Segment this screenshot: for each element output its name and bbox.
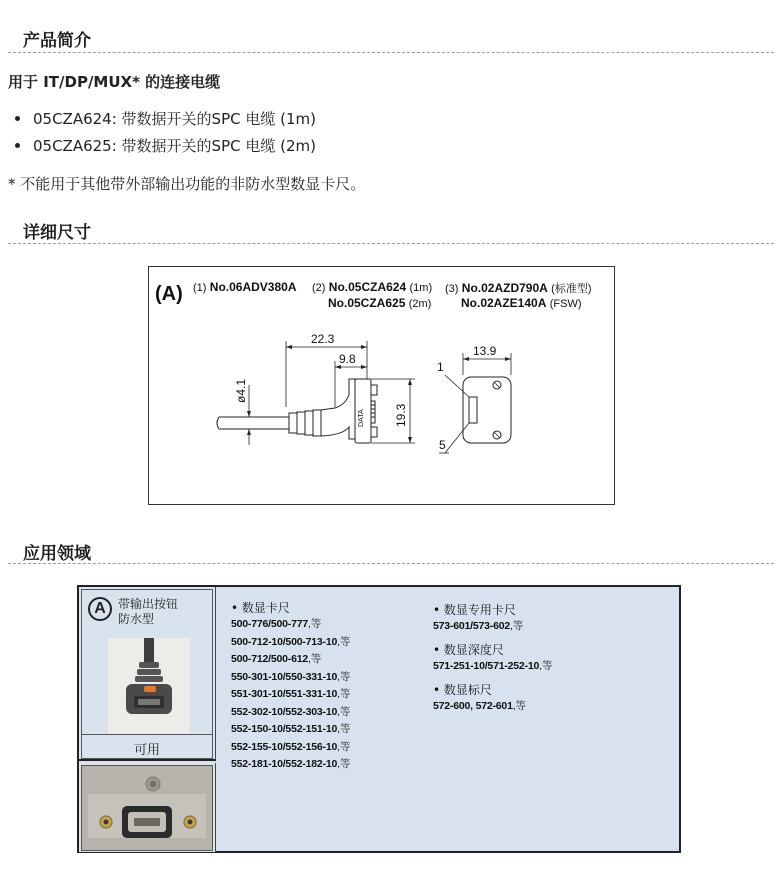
section-title-intro: 产品简介 (23, 31, 91, 51)
part2-number: (2) No.05CZA624 (1m) (312, 280, 433, 294)
strain-ring (297, 412, 305, 434)
part1-number: (1) No.06ADV380A (193, 280, 297, 294)
model-suffix: ,等 (337, 688, 351, 700)
model-number: 552-302-10/552-303-10 (231, 705, 338, 718)
model-number: 552-181-10/552-182-10 (231, 758, 338, 770)
connector-end-view (463, 377, 511, 443)
model-number: 550-301-10/550-331-10 (231, 670, 338, 683)
model-entry (433, 698, 526, 713)
part2a-code: No.05CZA624 (328, 280, 407, 294)
dim-13-9: 13.9 (473, 344, 497, 358)
category-label: • 数显深度尺 (433, 643, 504, 657)
model-number: 552-155-10/552-156-10 (231, 740, 338, 753)
model-entry (231, 651, 321, 666)
model-suffix: ,等 (337, 758, 351, 770)
model-suffix: ,等 (539, 660, 553, 672)
bullet-dot (15, 143, 20, 148)
drawing-label: (A) (155, 283, 183, 305)
model-entry (231, 739, 350, 754)
model-number: 500-712/500-612 (231, 653, 308, 665)
category-digital-caliper: • 数显卡尺 (231, 601, 290, 615)
part3-number: (3) No.02AZD790A (标准型) (445, 281, 592, 295)
model-entry (231, 756, 350, 771)
model-entry (231, 704, 350, 719)
model-entry (231, 669, 350, 684)
end-view-port (469, 397, 477, 423)
application-table (77, 585, 681, 853)
model-entry (433, 658, 552, 673)
model-suffix: ,等 (308, 618, 322, 630)
intro-item-2: 05CZA625: 带数据开关的SPC 电缆 (2m) (33, 137, 316, 155)
section-divider (8, 563, 774, 564)
connector-pin (371, 385, 377, 395)
section-divider (8, 243, 774, 244)
data-logo: DATA (358, 409, 365, 427)
section-title-applications: 应用领域 (23, 544, 91, 564)
model-suffix: ,等 (337, 723, 351, 735)
cable-end (217, 417, 219, 429)
model-entry (231, 721, 350, 736)
model-entry (231, 634, 350, 649)
model-suffix: ,等 (512, 700, 526, 712)
model-suffix: ,等 (337, 635, 351, 648)
intro-subtitle: 用于 IT/DP/MUX* 的连接电缆 (8, 73, 221, 91)
dim-19-3: 19.3 (394, 403, 408, 427)
model-number: 500-776/500-777 (231, 618, 308, 630)
model-number: 572-600, 572-601 (433, 700, 513, 712)
model-entry (433, 618, 523, 633)
type-cell (79, 587, 216, 761)
model-number: 500-712-10/500-713-10 (231, 635, 338, 648)
model-suffix: ,等 (337, 705, 351, 718)
strain-ring (289, 413, 297, 433)
connector-boot (321, 379, 355, 439)
model-suffix: ,等 (337, 740, 351, 753)
part2b-code: No.05CZA625 (328, 296, 406, 310)
section-title-dimensions: 详细尺寸 (23, 223, 91, 243)
dim-dia-4-1: ø4.1 (234, 378, 248, 403)
model-entry (231, 686, 350, 701)
cable-photo-svg (108, 638, 190, 734)
model-number: 552-150-10/552-151-10 (231, 723, 338, 735)
part1-code: No.06ADV380A (209, 280, 297, 294)
cable-photo (108, 638, 190, 734)
availability-label: 可用 (133, 743, 160, 758)
section-divider (8, 52, 774, 53)
bullet-dot (15, 116, 20, 121)
pin-5-label: 5 (439, 438, 446, 452)
type-label: 带输出按钮 防水型 (118, 597, 179, 626)
dim-9-8: 9.8 (339, 352, 356, 366)
model-number: 571-251-10/571-252-10 (433, 660, 540, 672)
model-suffix: ,等 (308, 653, 322, 665)
part3b-code: No.02AZE140A (461, 296, 547, 310)
strain-ring (313, 410, 321, 436)
category-label: • 数显标尺 (433, 683, 492, 697)
type-letter-badge: A (88, 597, 112, 621)
part3a-code: No.02AZD790A (461, 281, 548, 295)
model-suffix: ,等 (510, 620, 524, 632)
part3b: No.02AZE140A (FSW) (461, 296, 582, 310)
model-number: 573-601/573-602 (433, 620, 510, 632)
drawing-svg (149, 267, 614, 504)
connector-pin (371, 427, 377, 437)
pin-1-label: 1 (437, 360, 444, 374)
part2b: No.05CZA625 (2m) (328, 296, 432, 310)
model-number: 551-301-10/551-331-10 (231, 688, 338, 700)
strain-ring (305, 411, 313, 435)
connector-plug (371, 401, 375, 423)
model-entry (231, 616, 321, 631)
model-suffix: ,等 (337, 670, 351, 683)
port-photo-cell (79, 763, 216, 852)
dim-22-3: 22.3 (311, 332, 335, 346)
intro-note: * 不能用于其他带外部输出功能的非防水型数显卡尺。 (8, 175, 366, 193)
dimension-drawing (148, 266, 615, 505)
port-photo (82, 766, 212, 850)
intro-item-1: 05CZA624: 带数据开关的SPC 电缆 (1m) (33, 110, 316, 128)
category-label: • 数显专用卡尺 (433, 603, 516, 617)
